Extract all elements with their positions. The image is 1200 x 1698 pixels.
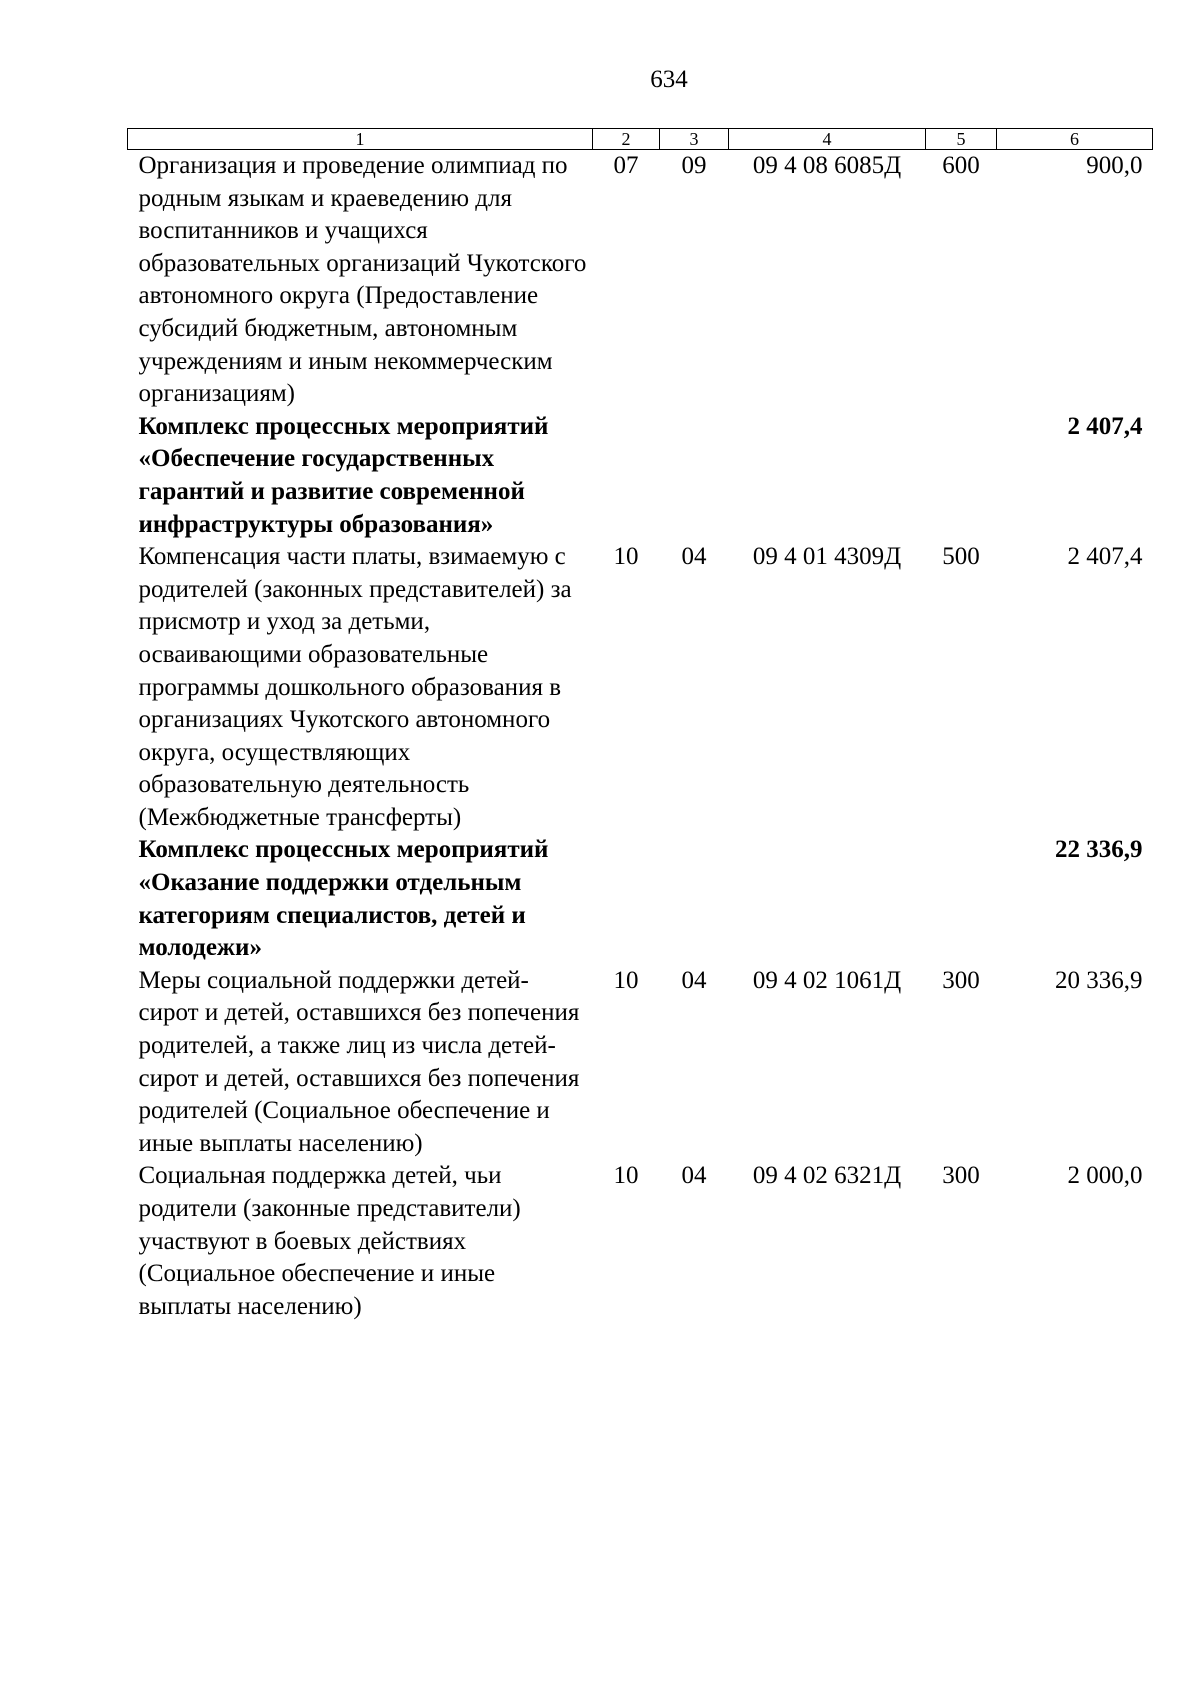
row-target-article: 09 4 02 6321Д	[752, 1162, 902, 1190]
section-row	[128, 411, 1153, 541]
header-col-2: 2	[593, 129, 660, 150]
row-section	[593, 411, 660, 541]
header-col-4: 4	[729, 129, 926, 150]
row-expense-type	[926, 411, 997, 541]
row-subsection: 04	[681, 543, 707, 571]
row-description: Меры социальной поддержки детей-сирот и детей, оставшихся без попечения родителей, а также лиц из числа детей-сирот и детей, оставшихся без попечения родителей (Социальное обеспечение и иные выплаты населению)	[138, 966, 580, 1157]
row-section: 10	[613, 1162, 639, 1190]
header-row	[128, 129, 1153, 150]
header-col-3: 3	[660, 129, 729, 150]
row-amount: 900,0	[1086, 152, 1143, 179]
table-row	[128, 541, 1153, 834]
section-total: 2 407,4	[1067, 412, 1143, 440]
row-target-article	[729, 834, 926, 964]
header-col-5: 5	[926, 129, 997, 150]
budget-table	[127, 128, 1153, 1323]
row-expense-type	[926, 834, 997, 964]
row-section	[593, 834, 660, 964]
row-section: 07	[613, 152, 639, 179]
page-number: 634	[650, 66, 688, 93]
row-description: Социальная поддержка детей, чьи родители (законные представители) участвуют в боевых действиях (Социальное обеспечение и иные выплаты населению)	[138, 1162, 521, 1320]
section-title: Комплекс процессных мероприятий «Оказание поддержки отдельным категориям специалистов, детей и молодежи»	[138, 836, 549, 962]
section-total: 22 336,9	[1055, 836, 1143, 864]
row-target-article: 09 4 01 4309Д	[752, 543, 902, 571]
row-expense-type: 300	[942, 966, 980, 994]
row-section: 10	[613, 543, 639, 571]
row-target-article	[729, 411, 926, 541]
row-expense-type: 600	[942, 152, 980, 179]
row-description: Организация и проведение олимпиад по родным языкам и краеведению для воспитанников и учащихся образовательных организаций Чукотского автономного округа (Предоставление субсидий бюджетным, автономным учреждениям и иным некоммерческим организациям)	[138, 152, 587, 408]
section-row	[128, 834, 1153, 964]
section-title: Комплекс процессных мероприятий «Обеспечение государственных гарантий и развитие современной инфраструктуры образования»	[138, 412, 549, 538]
row-amount: 20 336,9	[1055, 966, 1143, 994]
row-target-article: 09 4 02 1061Д	[752, 966, 902, 994]
row-expense-type: 300	[942, 1162, 980, 1190]
row-subsection	[660, 834, 729, 964]
table-row	[128, 150, 1153, 411]
header-col-6: 6	[997, 129, 1153, 150]
row-expense-type: 500	[942, 543, 980, 571]
table-row	[128, 1160, 1153, 1323]
row-subsection: 04	[681, 966, 707, 994]
row-section: 10	[613, 966, 639, 994]
row-subsection: 04	[681, 1162, 707, 1190]
row-description: Компенсация части платы, взимаемую с родителей (законных представителей) за присмотр и уход за детьми, осваивающими образовательные программы дошкольного образования в организациях Чукотского автономного округа, осуществляющих образовательную деятельность (Межбюджетные трансферты)	[138, 543, 572, 831]
table-row	[128, 965, 1153, 1161]
row-amount: 2 000,0	[1067, 1162, 1143, 1190]
row-subsection	[660, 411, 729, 541]
row-amount: 2 407,4	[1067, 543, 1143, 571]
row-target-article: 09 4 08 6085Д	[752, 152, 902, 179]
row-subsection: 09	[681, 152, 707, 179]
header-col-1: 1	[128, 129, 593, 150]
